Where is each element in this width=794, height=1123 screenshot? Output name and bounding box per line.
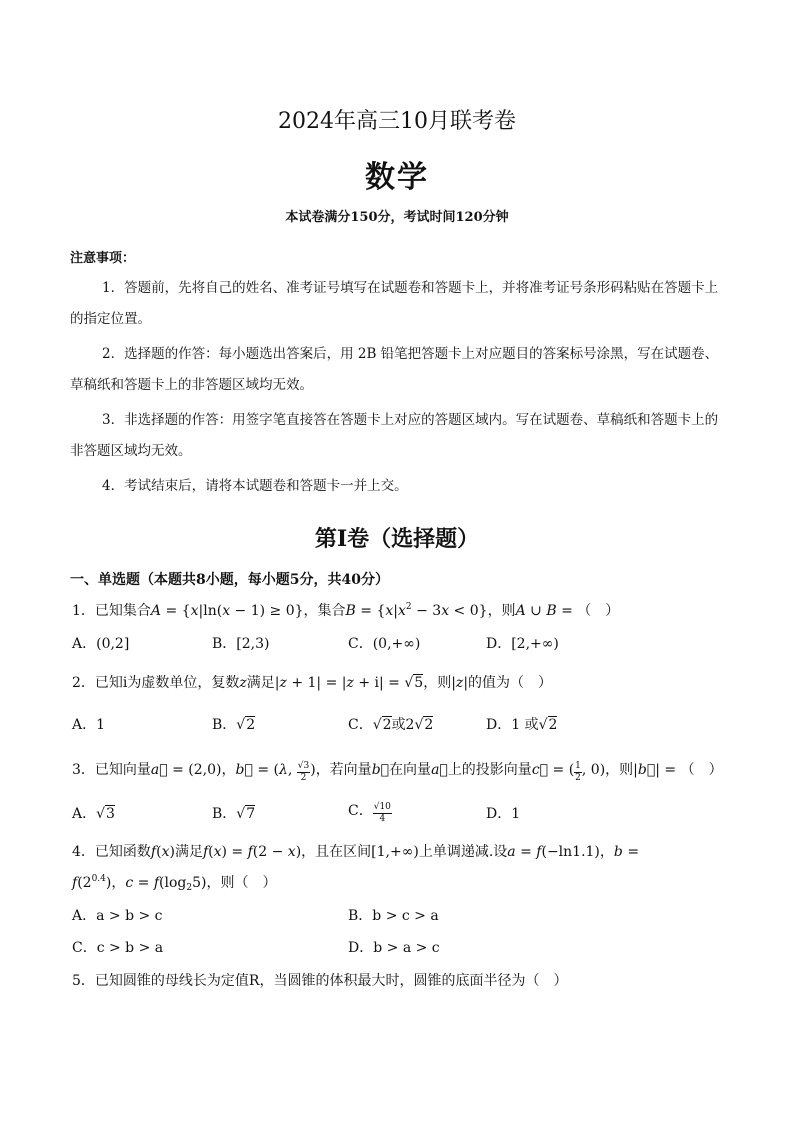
subject-title: 数学	[365, 160, 429, 195]
q3-option-d[interactable]: D．1	[486, 806, 521, 822]
q2-option-c[interactable]: C．√2或2√2	[348, 717, 434, 733]
q4-option-d[interactable]: D．b > a > c	[348, 940, 440, 956]
exam-title: 2024年高三10月联考卷	[278, 109, 516, 134]
question-3: 3．已知向量a⃗ = (2,0)，b⃗ = (λ, $\frac{√3}{2}$ )，若向量b⃗在向量a⃗上的投影向量c⃗ = ( $\frac{1}{2}$ , 0)，则|b⃗| = （ ）	[72, 761, 723, 783]
notice-heading: 注意事项：	[70, 251, 136, 266]
question-2: 2．已知i为虚数单位，复数z满足|z + 1| = |z + i| = √5，则|z|的值为（ ）	[72, 675, 553, 691]
q4-option-a[interactable]: A．a > b > c	[72, 908, 163, 924]
q1-option-d[interactable]: D．[2,+∞)	[486, 636, 559, 652]
q1-option-b[interactable]: B．[2,3)	[212, 636, 270, 652]
question-1: 1．已知集合A = {x|ln(x − 1) ≥ 0}，集合$B = \{x|x^2 - 3x < 0\}$，则A ∪ B = （ ）	[72, 602, 620, 619]
q4-option-b[interactable]: B．b > c > a	[348, 908, 439, 924]
q2-option-a[interactable]: A．1	[72, 717, 106, 733]
q4-option-c[interactable]: C．c > b > a	[72, 940, 164, 956]
question-4-line-2: $f(2^{0.4})$，$c = f(\log_25)$，则（ ）	[72, 874, 277, 893]
q2-option-b[interactable]: B．√2	[212, 717, 256, 733]
q1-option-a[interactable]: A．(0,2]	[72, 636, 130, 652]
q3-option-b[interactable]: B．√7	[212, 806, 256, 822]
notice-item-1: 1．答题前，先将自己的姓名、准考证号填写在试题卷和答题卡上，并将准考证号条形码粘贴在答题卡上的指定位置。	[70, 280, 719, 327]
q3-option-c[interactable]: C． $\frac{√10}{4}$	[348, 802, 391, 824]
question-4-line-1: 4．已知函数f(x)满足f(x) = f(2 − x)，且在区间[1,+∞)上单调递减.设a = f(−ln1.1)，b =	[72, 844, 640, 860]
section-title: 第Ⅰ卷（选择题）	[314, 526, 480, 552]
question-5: 5．已知圆锥的母线长为定值R，当圆锥的体积最大时，圆锥的底面半径为（ ）	[72, 973, 568, 989]
part1-heading: 一、单选题（本题共8小题，每小题5分，共40分）	[70, 572, 389, 588]
q1-option-c[interactable]: C．(0,+∞)	[348, 636, 421, 652]
exam-info: 本试卷满分150分，考试时间120分钟	[285, 210, 509, 225]
q2-option-d[interactable]: D．1 或√2	[486, 717, 558, 733]
q3-option-a[interactable]: A．√3	[72, 806, 115, 822]
notice-item-3: 3．非选择题的作答：用签字笔直接答在答题卡上对应的答题区域内。写在试题卷、草稿纸和答题卡上的非答题区域均无效。	[70, 412, 719, 459]
notice-item-2: 2．选择题的作答：每小题选出答案后，用 2B 铅笔把答题卡上对应题目的答案标号涂黑，写在试题卷、草稿纸和答题卡上的非答题区域均无效。	[70, 346, 719, 393]
notice-item-4: 4．考试结束后，请将本试题卷和答题卡一并上交。	[102, 478, 408, 494]
